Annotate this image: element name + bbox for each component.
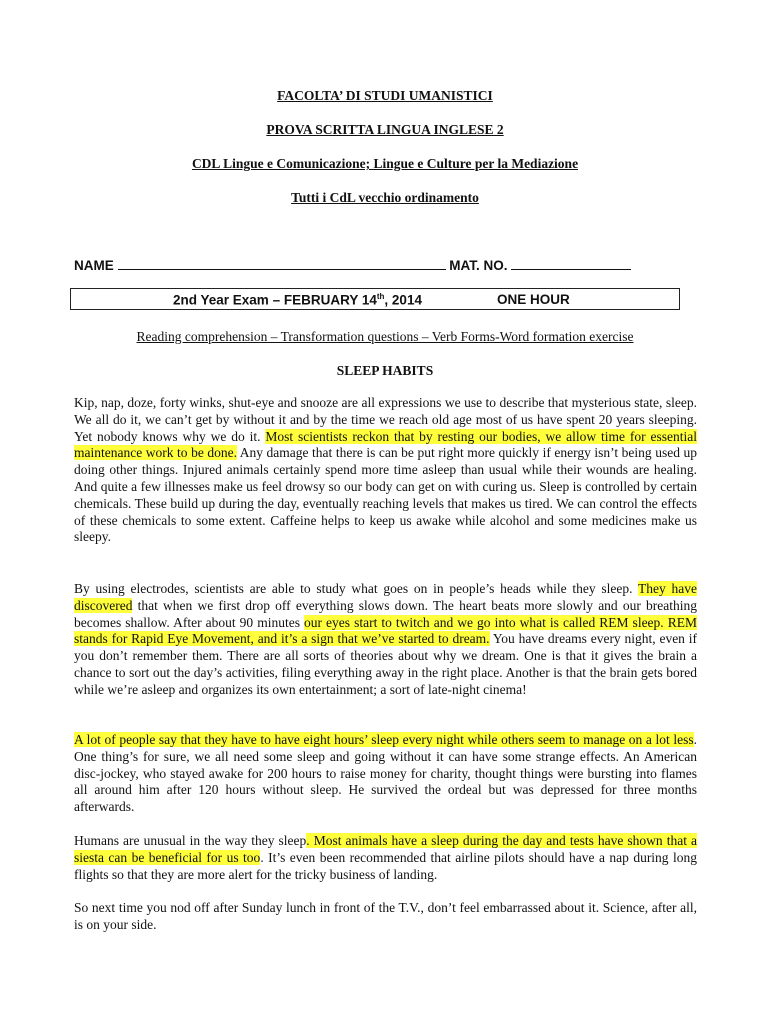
mat-field[interactable] — [511, 257, 631, 270]
exam-heading: PROVA SCRITTA LINGUA INGLESE 2 — [266, 122, 504, 137]
exercise-subtitle: Reading comprehension – Transformation questions – Verb Forms-Word formation exercise — [136, 329, 634, 344]
paragraph-2: By using electrodes, scientists are able to study what goes on in people’s heads while they sleep. They have discovered that when we first drop off everything slows down. The heart beats more slowly and our breathing becomes shallow. After about 90 minutes our eyes start to twitch and we go into what is called REM sleep. REM stands for Rapid Eye Movement, and it’s a sign that we’ve started to dream. You have dreams every night, even if you don’t remember them. There are all sorts of theories about why we dream. One is that it gives the brain a chance to sort out the day’s activities, filing everything away in the right place. Another is that the brain gets bored while we’re asleep and organizes its own entertainment; a sort of late-night cinema! — [74, 581, 698, 697]
name-field[interactable] — [118, 257, 446, 270]
exam-duration: ONE HOUR — [497, 292, 570, 307]
highlighted-text: Most scientists reckon that by resting our bodies, we allow time for essential maintenance work to be done. — [74, 428, 698, 461]
name-label: NAME — [74, 258, 114, 273]
paragraph-1: Kip, nap, doze, forty winks, shut-eye and snooze are all expressions we use to describe that mysterious state, sleep. We all do it, we can’t get by without it and by the time we reach old age most of us have spent 20 years sleeping. Yet nobody knows why we do it. Most scientists reckon that by resting our bodies, we allow time for essential maintenance work to be done. Any damage that there is can be put right more quickly if energy isn’t being used up doing other things. Injured animals certainly spend more time asleep than usual while their wounds are healing. And quite a few illnesses make us feel drowsy so our body can get on with curing us. Sleep is controlled by certain chemicals. These build up during the day, eventually reaching levels that makes us tired. We can control the effects of these chemicals to some extent. Caffeine helps to keep us awake while alcohol and some medicines make us sleepy. — [74, 395, 698, 545]
scope-heading: Tutti i CdL vecchio ordinamento — [291, 190, 479, 205]
name-row — [74, 257, 631, 273]
exam-date: 2nd Year Exam – FEBRUARY 14th, 2014 — [173, 292, 422, 308]
exam-info-box — [70, 288, 680, 310]
mat-label: MAT. NO. — [449, 258, 508, 273]
highlighted-text: A lot of people say that they have to have eight hours’ sleep every night while others seem to manage on a lot less — [74, 732, 694, 747]
courses-heading: CDL Lingue e Comunicazione; Lingue e Culture per la Mediazione — [191, 156, 579, 171]
passage-title: SLEEP HABITS — [336, 363, 434, 378]
highlighted-text: our eyes start to twitch and we go into what is called REM sleep. REM stands for Rapid Eye Movement, and it’s a sign that we’ve started to dream. — [74, 614, 697, 647]
paragraph-5: So next time you nod off after Sunday lunch in front of the T.V., don’t feel embarrassed about it. Science, after all, is on your side. — [74, 900, 697, 932]
faculty-heading: FACOLTA’ DI STUDI UMANISTICI — [277, 88, 493, 103]
highlighted-text: . Most animals have a sleep during the day and tests have shown that a siesta can be beneficial for us too — [74, 833, 697, 865]
paragraph-3: A lot of people say that they have to have eight hours’ sleep every night while others seem to manage on a lot less. One thing’s for sure, we all need some sleep and going without it can have some strange effects. An American disc-jockey, who stayed awake for 200 hours to raise money for charity, thought things were bursting into flames all around him after 120 hours without sleep. He survived the ordeal but was depressed for three months afterwards. — [74, 732, 697, 815]
highlighted-text: They have discovered — [74, 581, 697, 613]
paragraph-4: Humans are unusual in the way they sleep. Most animals have a sleep during the day and tests have shown that a siesta can be beneficial for us too. It’s even been recommended that airline pilots should have a nap during long flights so that they are more alert for the tricky business of landing. — [74, 833, 697, 882]
